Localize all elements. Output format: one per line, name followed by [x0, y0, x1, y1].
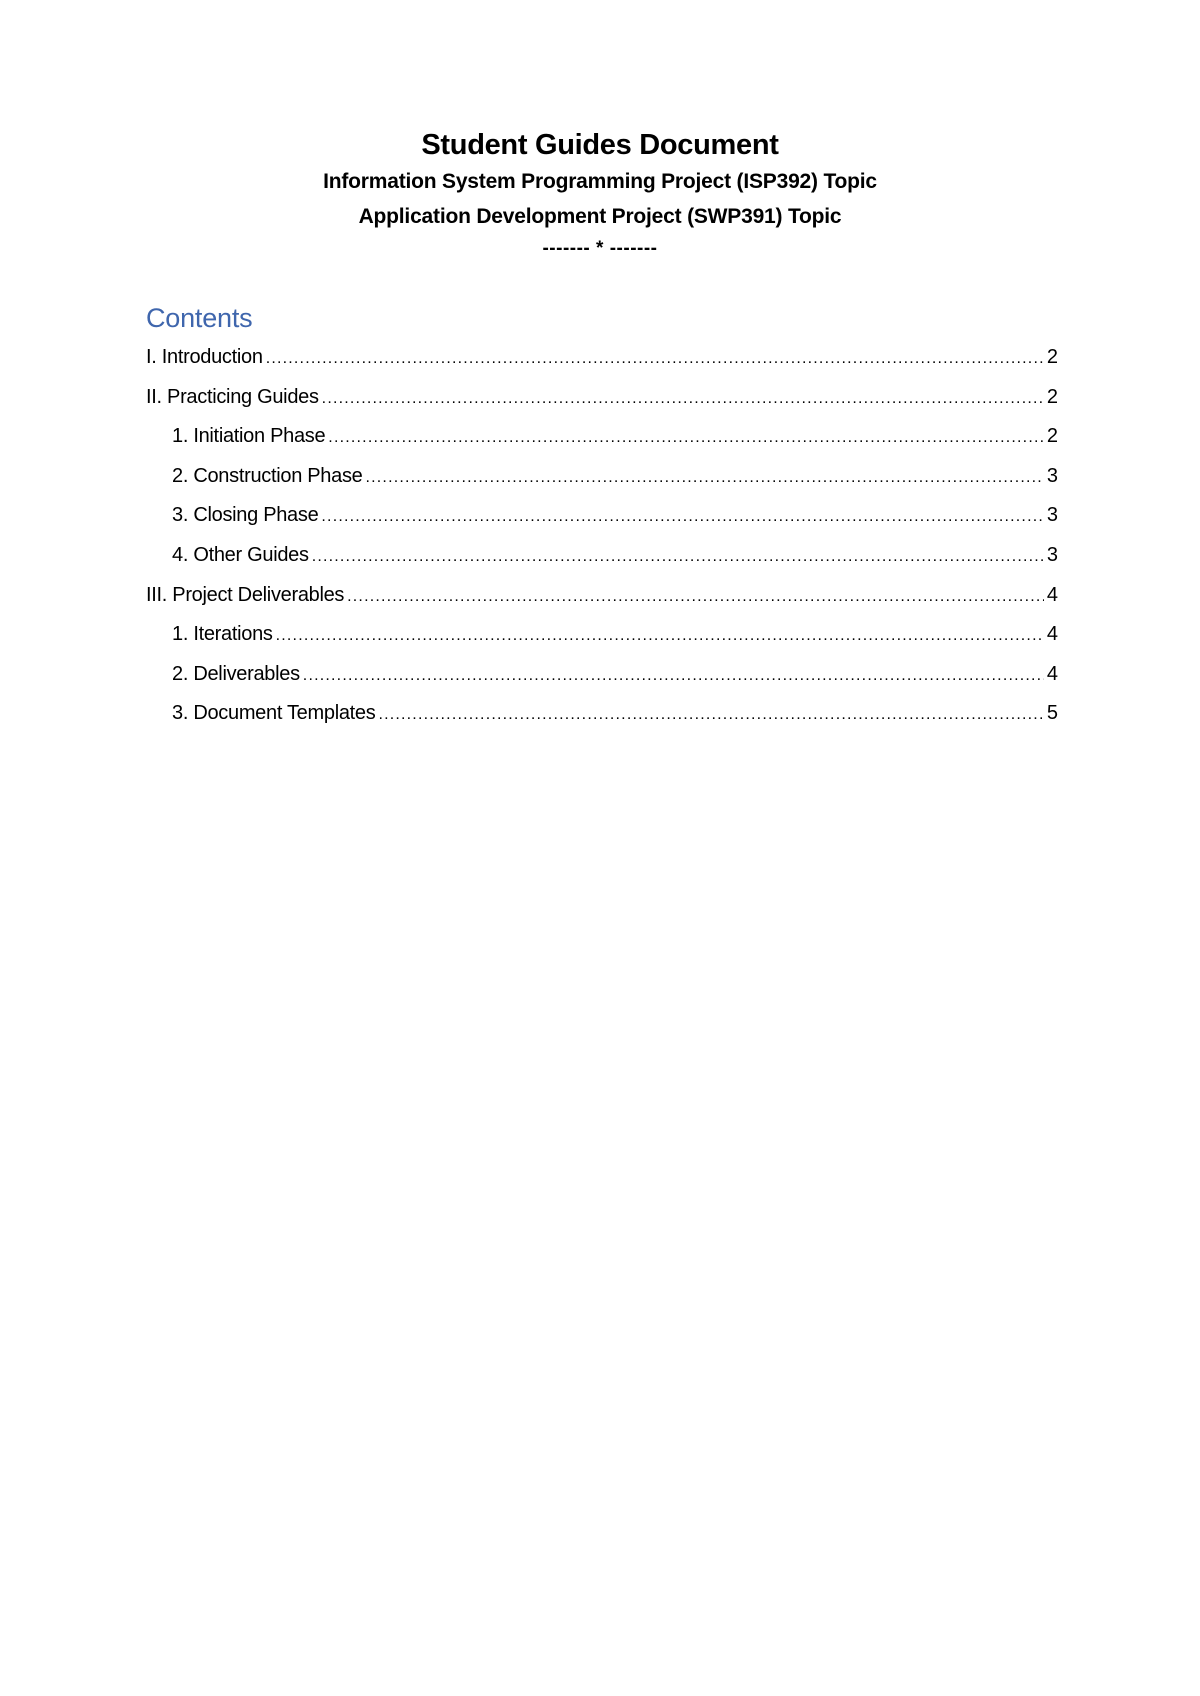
toc-dot-leader	[321, 497, 1043, 537]
document-subtitle-swp391: Application Development Project (SWP391) Topic	[358, 205, 842, 228]
toc-entry-initiation-phase[interactable]	[146, 417, 1058, 457]
toc-dot-leader	[347, 577, 1044, 617]
toc-entry-label: II. Practicing Guides	[146, 385, 319, 408]
toc-entry-label: 4. Other Guides	[172, 543, 309, 566]
toc-entry-page: 3	[1046, 543, 1058, 566]
toc-entry-page: 3	[1046, 504, 1058, 527]
toc-dot-leader	[276, 616, 1044, 656]
toc-entry-page: 5	[1046, 702, 1058, 725]
toc-entry-introduction[interactable]	[146, 338, 1058, 378]
toc-entry-page: 3	[1046, 464, 1058, 487]
toc-entry-page: 2	[1046, 425, 1058, 448]
toc-entry-page: 4	[1046, 583, 1058, 606]
toc-dot-leader	[365, 458, 1043, 498]
toc-entry-label: 1. Iterations	[172, 623, 273, 646]
document-subtitle-isp392: Information System Programming Project (ISP392) Topic	[323, 170, 877, 193]
toc-entry-page: 2	[1046, 346, 1058, 368]
toc-dot-leader	[328, 418, 1044, 458]
toc-entry-page: 2	[1046, 385, 1058, 408]
toc-entry-practicing-guides[interactable]	[146, 378, 1058, 418]
toc-entry-construction-phase[interactable]	[146, 457, 1058, 497]
toc-entry-label: 3. Closing Phase	[172, 504, 319, 527]
toc-dot-leader	[303, 656, 1044, 696]
toc-entry-iterations[interactable]	[146, 615, 1058, 655]
toc-entry-label: 1. Initiation Phase	[172, 425, 326, 448]
toc-entry-project-deliverables[interactable]	[146, 576, 1058, 616]
toc-dot-leader	[322, 379, 1044, 419]
toc-entry-closing-phase[interactable]	[146, 496, 1058, 536]
title-separator: ------- * -------	[542, 238, 658, 259]
toc-entry-other-guides[interactable]	[146, 536, 1058, 576]
table-of-contents	[146, 298, 1058, 734]
toc-dot-leader	[266, 339, 1044, 379]
toc-list	[146, 338, 1058, 734]
toc-entry-document-templates[interactable]	[146, 694, 1058, 734]
toc-heading: Contents	[146, 303, 253, 333]
toc-entry-label: 2. Construction Phase	[172, 464, 363, 487]
toc-entry-deliverables[interactable]	[146, 655, 1058, 695]
document-title: Student Guides Document	[421, 129, 779, 161]
toc-entry-label: III. Project Deliverables	[146, 583, 345, 606]
toc-dot-leader	[378, 695, 1043, 735]
toc-entry-page: 4	[1046, 662, 1058, 685]
toc-dot-leader	[312, 537, 1044, 577]
toc-entry-label: I. Introduction	[146, 346, 263, 368]
toc-entry-label: 3. Document Templates	[172, 702, 376, 725]
document-header	[0, 126, 1200, 264]
toc-entry-label: 2. Deliverables	[172, 662, 300, 685]
toc-entry-page: 4	[1046, 623, 1058, 646]
